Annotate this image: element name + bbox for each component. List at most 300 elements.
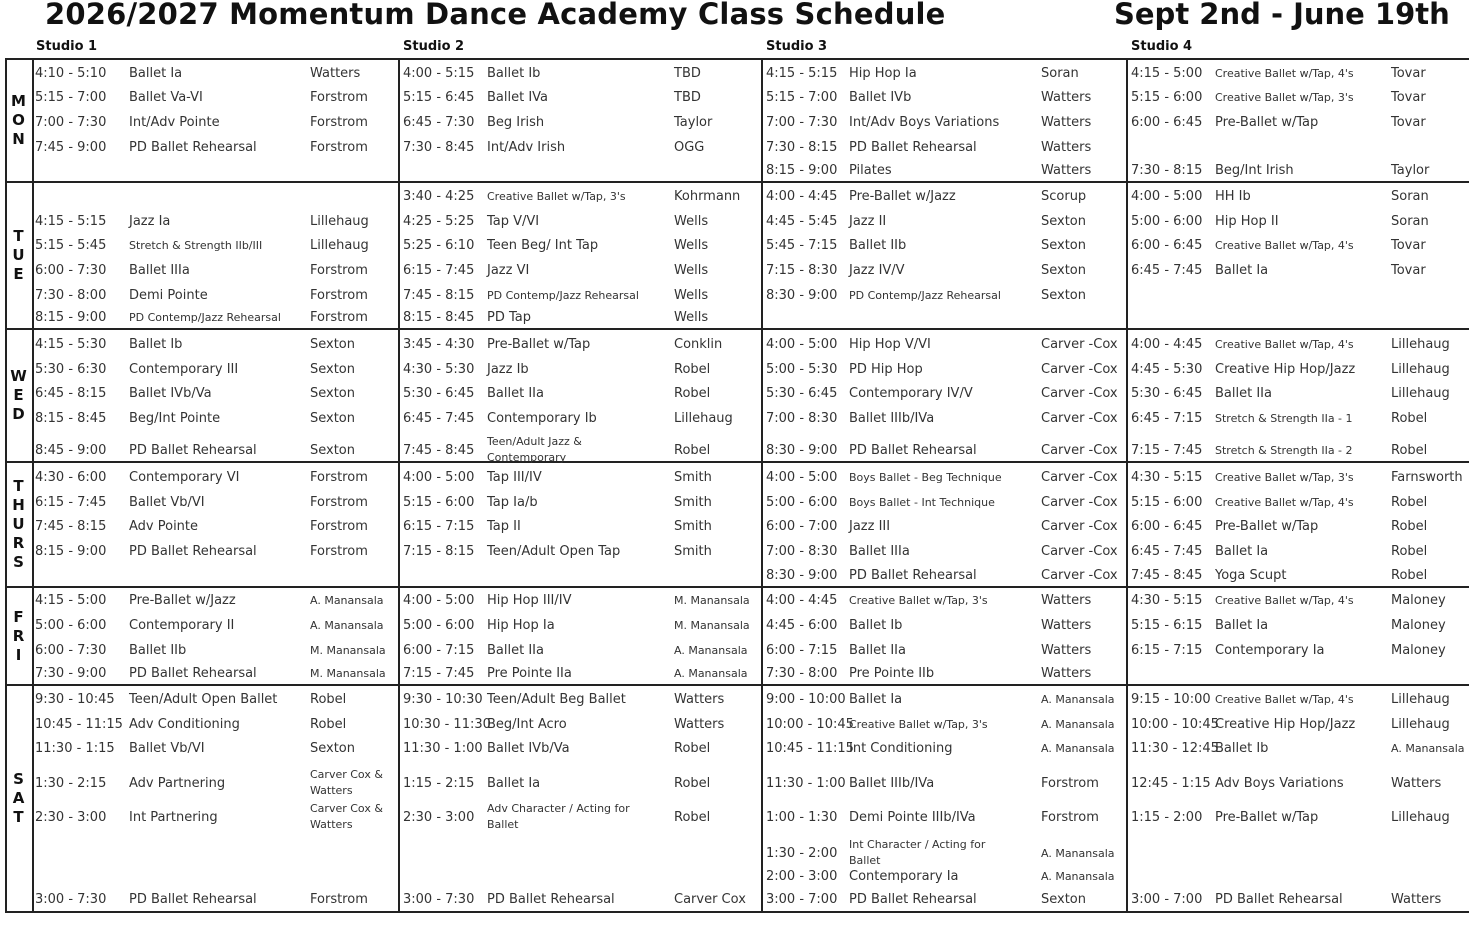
class-instructor: Forstrom [310, 90, 368, 105]
class-time: 4:15 - 5:30 [35, 337, 107, 352]
class-time: 9:30 - 10:45 [35, 692, 115, 707]
class-instructor: Watters [674, 717, 725, 732]
class-instructor: Lillehaug [1391, 337, 1450, 352]
class-instructor: M. Manansala [674, 594, 750, 607]
class-class: Creative Ballet w/Tap, 3's [849, 718, 988, 731]
class-class: Teen/Adult Beg Ballet [487, 692, 626, 707]
class-time: 4:45 - 6:00 [766, 618, 838, 633]
class-time: 1:00 - 1:30 [766, 810, 838, 825]
class-time: 7:45 - 8:45 [403, 443, 475, 458]
class-instructor: Taylor [1391, 163, 1430, 178]
class-time: 4:30 - 5:30 [403, 362, 475, 377]
class-instructor: Watters [1041, 643, 1092, 658]
class-time: 8:45 - 9:00 [35, 443, 107, 458]
class-instructor: Robel [674, 443, 711, 458]
class-instructor: Robel [1391, 568, 1428, 583]
class-time: 8:30 - 9:00 [766, 288, 838, 303]
date-range: Sept 2nd - June 19th [1114, 0, 1450, 31]
class-time: 6:45 - 8:15 [35, 386, 107, 401]
class-class: Ballet IIa [849, 643, 906, 658]
class-class: Adv Pointe [129, 519, 199, 534]
class-instructor: Sexton [310, 411, 356, 426]
class-class: PD Tap [487, 310, 531, 325]
class-time: 5:00 - 6:00 [403, 618, 475, 633]
day-divider [5, 586, 1469, 588]
class-instructor: Carver -Cox [1041, 568, 1118, 583]
class-class: Contemporary Ia [849, 869, 959, 884]
class-time: 5:15 - 6:15 [1131, 618, 1203, 633]
class-instructor: Forstrom [310, 544, 368, 559]
class-instructor: Smith [674, 519, 712, 534]
class-time: 5:00 - 6:00 [1131, 214, 1203, 229]
class-instructor: Soran [1391, 189, 1429, 204]
class-time: 4:00 - 5:00 [766, 337, 838, 352]
class-class: Beg/Int Pointe [129, 411, 221, 426]
class-class: Pre Pointe IIb [849, 666, 935, 681]
class-time: 5:15 - 7:00 [35, 90, 107, 105]
class-instructor: Robel [310, 717, 347, 732]
class-instructor: Smith [674, 470, 712, 485]
class-instructor: Watters [1041, 140, 1092, 155]
class-instructor: Forstrom [310, 310, 368, 325]
class-instructor: Watters [674, 692, 725, 707]
class-time: 4:15 - 5:00 [1131, 66, 1203, 81]
class-instructor: Maloney [1391, 618, 1446, 633]
class-instructor: M. Manansala [310, 644, 386, 657]
class-time: 8:15 - 9:00 [766, 163, 838, 178]
class-class: Adv Character / Acting for Ballet [487, 802, 630, 831]
class-instructor: Forstrom [310, 470, 368, 485]
class-class: Teen/Adult Open Ballet [129, 692, 278, 707]
class-instructor: Robel [674, 776, 711, 791]
class-class: Ballet Ia [849, 692, 903, 707]
class-instructor: Forstrom [310, 115, 368, 130]
class-time: 3:00 - 7:00 [1131, 892, 1203, 907]
class-instructor: Watters [1041, 115, 1092, 130]
class-time: 3:00 - 7:00 [766, 892, 838, 907]
class-instructor: TBD [674, 66, 701, 81]
class-class: Demi Pointe IIIb/IVa [849, 810, 976, 825]
class-time: 6:45 - 7:15 [1131, 411, 1203, 426]
class-class: PD Ballet Rehearsal [129, 892, 257, 907]
class-class: Ballet IIa [1215, 386, 1272, 401]
class-time: 10:45 - 11:15 [35, 717, 123, 732]
class-time: 6:00 - 7:30 [35, 643, 107, 658]
class-instructor: Lillehaug [1391, 386, 1450, 401]
class-instructor: Tovar [1391, 263, 1426, 278]
class-class: Ballet IIIb/IVa [849, 776, 935, 791]
class-instructor: Conklin [674, 337, 723, 352]
class-class: Creative Hip Hop/Jazz [1215, 717, 1356, 732]
day-label-sat: S A T [12, 770, 25, 826]
class-time: 5:30 - 6:45 [1131, 386, 1203, 401]
class-time: 5:15 - 6:00 [1131, 495, 1203, 510]
class-class: Contemporary IV/V [849, 386, 973, 401]
day-divider [5, 911, 1469, 913]
class-instructor: Wells [674, 263, 709, 278]
class-instructor: Tovar [1391, 90, 1426, 105]
class-class: Beg/Int Acro [487, 717, 567, 732]
column-divider [32, 58, 34, 912]
class-time: 4:00 - 5:00 [403, 470, 475, 485]
class-instructor: A. Manansala [1391, 742, 1465, 755]
class-instructor: Smith [674, 544, 712, 559]
class-class: Ballet Vb/VI [129, 495, 205, 510]
class-class: HH Ib [1215, 189, 1251, 204]
class-instructor: OGG [674, 140, 705, 155]
class-time: 12:45 - 1:15 [1131, 776, 1211, 791]
class-class: Jazz II [849, 214, 887, 229]
class-instructor: Scorup [1041, 189, 1087, 204]
class-class: Creative Ballet w/Tap, 4's [1215, 338, 1354, 351]
class-time: 7:30 - 8:00 [766, 666, 838, 681]
class-time: 5:00 - 6:00 [766, 495, 838, 510]
class-class: PD Contemp/Jazz Rehearsal [487, 289, 639, 302]
class-class: Hip Hop Ia [487, 618, 555, 633]
class-time: 5:15 - 6:00 [1131, 90, 1203, 105]
class-class: Stretch & Strength IIa - 1 [1215, 412, 1353, 425]
class-time: 3:00 - 7:30 [35, 892, 107, 907]
class-instructor: Sexton [310, 337, 356, 352]
class-instructor: Lillehaug [1391, 362, 1450, 377]
class-instructor: Tovar [1391, 238, 1426, 253]
class-instructor: Lillehaug [1391, 717, 1450, 732]
class-class: Ballet IIIa [129, 263, 190, 278]
day-divider [5, 461, 1469, 463]
class-class: Creative Hip Hop/Jazz [1215, 362, 1356, 377]
class-instructor: Lillehaug [674, 411, 733, 426]
class-time: 6:45 - 7:30 [403, 115, 475, 130]
class-class: PD Ballet Rehearsal [129, 140, 257, 155]
class-instructor: A. Manansala [310, 619, 384, 632]
class-class: Adv Conditioning [129, 717, 240, 732]
class-class: Int Conditioning [849, 741, 953, 756]
class-class: Ballet IIb [849, 238, 907, 253]
class-class: Ballet IVb/Va [487, 741, 570, 756]
class-class: Ballet IVb/Va [129, 386, 212, 401]
class-instructor: Carver -Cox [1041, 470, 1118, 485]
class-class: Jazz Ib [487, 362, 529, 377]
class-class: Yoga Scupt [1215, 568, 1287, 583]
class-time: 4:15 - 5:15 [766, 66, 838, 81]
class-class: PD Ballet Rehearsal [849, 140, 977, 155]
class-instructor: Sexton [1041, 263, 1087, 278]
class-time: 5:30 - 6:30 [35, 362, 107, 377]
class-time: 4:15 - 5:15 [35, 214, 107, 229]
class-time: 1:15 - 2:15 [403, 776, 475, 791]
class-instructor: Watters [1041, 666, 1092, 681]
class-instructor: Carver Cox [674, 892, 746, 907]
class-time: 2:30 - 3:00 [35, 810, 107, 825]
class-time: 7:45 - 8:15 [35, 519, 107, 534]
class-time: 9:30 - 10:30 [403, 692, 483, 707]
class-class: Creative Ballet w/Tap, 3's [1215, 91, 1354, 104]
class-time: 5:15 - 7:00 [766, 90, 838, 105]
class-instructor: Lillehaug [1391, 692, 1450, 707]
grid-top-line [5, 58, 1469, 60]
class-class: Ballet IIIa [849, 544, 910, 559]
class-instructor: A. Manansala [1041, 742, 1115, 755]
class-time: 6:00 - 7:00 [766, 519, 838, 534]
column-divider [761, 58, 763, 912]
column-divider [398, 58, 400, 912]
class-instructor: Robel [674, 386, 711, 401]
class-class: Ballet Ia [1215, 544, 1269, 559]
class-time: 8:15 - 8:45 [403, 310, 475, 325]
class-instructor: Maloney [1391, 593, 1446, 608]
class-time: 1:30 - 2:00 [766, 846, 838, 861]
class-time: 7:15 - 7:45 [403, 666, 475, 681]
day-label-fri: F R I [12, 607, 25, 664]
class-instructor: Tovar [1391, 115, 1426, 130]
class-instructor: Wells [674, 214, 709, 229]
class-instructor: A. Manansala [310, 594, 384, 607]
class-class: Contemporary VI [129, 470, 240, 485]
class-time: 7:00 - 8:30 [766, 411, 838, 426]
class-instructor: Smith [674, 495, 712, 510]
class-instructor: Sexton [1041, 238, 1087, 253]
class-instructor: Carver -Cox [1041, 519, 1118, 534]
class-class: Ballet Vb/VI [129, 741, 205, 756]
class-time: 6:45 - 7:45 [1131, 263, 1203, 278]
class-instructor: Sexton [310, 386, 356, 401]
class-time: 4:00 - 5:00 [1131, 189, 1203, 204]
class-class: Pre-Ballet w/Tap [1215, 810, 1319, 825]
class-class: PD Ballet Rehearsal [849, 443, 977, 458]
class-time: 6:45 - 7:45 [403, 411, 475, 426]
class-instructor: Lillehaug [310, 238, 369, 253]
class-time: 7:15 - 8:15 [403, 544, 475, 559]
class-instructor: Carver -Cox [1041, 386, 1118, 401]
class-instructor: Robel [1391, 495, 1428, 510]
class-class: Jazz Ia [129, 214, 171, 229]
class-time: 7:00 - 8:30 [766, 544, 838, 559]
class-instructor: A. Manansala [674, 667, 748, 680]
class-instructor: A. Manansala [1041, 870, 1115, 883]
class-instructor: Sexton [1041, 892, 1087, 907]
class-time: 10:45 - 11:15 [766, 741, 854, 756]
class-class: Creative Ballet w/Tap, 4's [1215, 239, 1354, 252]
class-instructor: Robel [674, 810, 711, 825]
class-class: Stretch & Strength IIa - 2 [1215, 444, 1353, 457]
class-class: Ballet Ib [1215, 741, 1269, 756]
class-class: PD Contemp/Jazz Rehearsal [129, 311, 281, 324]
class-time: 6:15 - 7:15 [403, 519, 475, 534]
class-time: 8:15 - 9:00 [35, 544, 107, 559]
class-class: Int/Adv Pointe [129, 115, 220, 130]
class-class: Ballet Va-VI [129, 90, 203, 105]
class-class: Tap Ia/b [487, 495, 538, 510]
class-time: 7:30 - 8:15 [766, 140, 838, 155]
class-time: 9:00 - 10:00 [766, 692, 846, 707]
class-instructor: Farnsworth [1391, 470, 1463, 485]
class-class: Ballet Ib [487, 66, 541, 81]
class-instructor: Tovar [1391, 66, 1426, 81]
class-instructor: Carver Cox & Watters [310, 802, 383, 831]
class-instructor: Forstrom [1041, 810, 1099, 825]
day-label-thurs: T H U R S [12, 477, 25, 571]
class-class: Demi Pointe [129, 288, 208, 303]
class-instructor: Forstrom [310, 288, 368, 303]
class-time: 10:00 - 10:45 [766, 717, 854, 732]
class-time: 3:00 - 7:30 [403, 892, 475, 907]
class-time: 6:00 - 6:45 [1131, 519, 1203, 534]
class-instructor: Robel [1391, 443, 1428, 458]
class-class: Creative Ballet w/Tap, 4's [1215, 496, 1354, 509]
class-time: 4:30 - 5:15 [1131, 470, 1203, 485]
class-instructor: Watters [1041, 163, 1092, 178]
class-instructor: Watters [1041, 618, 1092, 633]
class-class: Ballet Ia [1215, 263, 1269, 278]
day-label-wed: W E D [10, 367, 27, 423]
class-class: Ballet IIIb/IVa [849, 411, 935, 426]
class-class: Creative Ballet w/Tap, 4's [1215, 67, 1354, 80]
class-time: 2:30 - 3:00 [403, 810, 475, 825]
class-instructor: Forstrom [310, 519, 368, 534]
class-time: 7:30 - 8:00 [35, 288, 107, 303]
class-class: Contemporary Ia [1215, 643, 1325, 658]
class-time: 4:00 - 5:00 [403, 593, 475, 608]
class-time: 7:30 - 8:15 [1131, 163, 1203, 178]
class-time: 6:00 - 7:30 [35, 263, 107, 278]
class-time: 7:45 - 8:15 [403, 288, 475, 303]
studio-header-2: Studio 2 [403, 39, 465, 54]
class-class: Int/Adv Boys Variations [849, 115, 1000, 130]
class-instructor: M. Manansala [674, 619, 750, 632]
class-class: Ballet IVb [849, 90, 912, 105]
class-instructor: Forstrom [310, 892, 368, 907]
class-time: 10:30 - 11:30 [403, 717, 491, 732]
class-instructor: Forstrom [310, 140, 368, 155]
class-time: 6:00 - 6:45 [1131, 238, 1203, 253]
class-class: Int/Adv Irish [487, 140, 566, 155]
class-class: Pre-Ballet w/Tap [487, 337, 591, 352]
class-instructor: Carver -Cox [1041, 337, 1118, 352]
class-time: 4:00 - 4:45 [766, 189, 838, 204]
class-class: Boys Ballet - Beg Technique [849, 471, 1002, 484]
class-time: 4:10 - 5:10 [35, 66, 107, 81]
class-time: 7:45 - 8:45 [1131, 568, 1203, 583]
class-time: 4:15 - 5:00 [35, 593, 107, 608]
class-time: 6:00 - 7:15 [403, 643, 475, 658]
class-class: Pre-Ballet w/Tap [1215, 115, 1319, 130]
class-class: Teen Beg/ Int Tap [487, 238, 599, 253]
class-time: 8:15 - 9:00 [35, 310, 107, 325]
class-time: 7:15 - 7:45 [1131, 443, 1203, 458]
class-class: Creative Ballet w/Tap, 3's [487, 190, 626, 203]
class-class: Contemporary II [129, 618, 235, 633]
class-time: 5:00 - 5:30 [766, 362, 838, 377]
class-class: Pre Pointe IIa [487, 666, 572, 681]
class-instructor: Kohrmann [674, 189, 741, 204]
class-instructor: Carver -Cox [1041, 362, 1118, 377]
class-instructor: Maloney [1391, 643, 1446, 658]
class-instructor: Sexton [310, 362, 356, 377]
class-time: 11:30 - 1:15 [35, 741, 115, 756]
class-instructor: Wells [674, 238, 709, 253]
class-time: 11:30 - 12:45 [1131, 741, 1219, 756]
class-instructor: Watters [1391, 892, 1442, 907]
class-class: PD Contemp/Jazz Rehearsal [849, 289, 1001, 302]
class-instructor: Watters [1041, 593, 1092, 608]
class-time: 1:30 - 2:15 [35, 776, 107, 791]
class-class: Contemporary III [129, 362, 239, 377]
day-label-mon: M O N [11, 92, 26, 148]
class-class: PD Ballet Rehearsal [129, 544, 257, 559]
class-time: 11:30 - 1:00 [403, 741, 483, 756]
class-instructor: Robel [1391, 544, 1428, 559]
class-instructor: M. Manansala [310, 667, 386, 680]
class-instructor: Wells [674, 288, 709, 303]
class-time: 4:45 - 5:30 [1131, 362, 1203, 377]
class-class: Ballet IIb [129, 643, 187, 658]
class-class: PD Ballet Rehearsal [849, 892, 977, 907]
class-class: Creative Ballet w/Tap, 4's [1215, 594, 1354, 607]
class-instructor: Sexton [310, 443, 356, 458]
class-time: 5:15 - 6:00 [403, 495, 475, 510]
class-class: Adv Partnering [129, 776, 226, 791]
day-divider [5, 684, 1469, 686]
class-class: Beg Irish [487, 115, 545, 130]
class-class: Pre-Ballet w/Tap [1215, 519, 1319, 534]
class-time: 4:30 - 6:00 [35, 470, 107, 485]
class-instructor: Forstrom [310, 495, 368, 510]
class-class: Ballet IIa [487, 386, 544, 401]
class-time: 6:45 - 7:45 [1131, 544, 1203, 559]
class-class: Hip Hop II [1215, 214, 1279, 229]
class-class: PD Ballet Rehearsal [1215, 892, 1343, 907]
class-time: 6:15 - 7:45 [403, 263, 475, 278]
class-instructor: Robel [310, 692, 347, 707]
class-instructor: Sexton [310, 741, 356, 756]
class-instructor: TBD [674, 90, 701, 105]
class-class: Ballet IIa [487, 643, 544, 658]
class-instructor: Sexton [1041, 214, 1087, 229]
class-instructor: Robel [1391, 411, 1428, 426]
page-title: 2026/2027 Momentum Dance Academy Class Schedule [45, 0, 946, 31]
class-class: Ballet IVa [487, 90, 549, 105]
class-class: Ballet Ia [129, 66, 183, 81]
column-divider [1126, 58, 1128, 912]
class-class: Creative Ballet w/Tap, 3's [1215, 471, 1354, 484]
class-class: Hip Hop Ia [849, 66, 917, 81]
class-time: 1:15 - 2:00 [1131, 810, 1203, 825]
class-time: 9:15 - 10:00 [1131, 692, 1211, 707]
day-divider [5, 328, 1469, 330]
class-instructor: Carver -Cox [1041, 544, 1118, 559]
class-class: Jazz III [849, 519, 891, 534]
class-time: 7:45 - 9:00 [35, 140, 107, 155]
class-time: 8:30 - 9:00 [766, 443, 838, 458]
class-instructor: Soran [1391, 214, 1429, 229]
class-time: 5:30 - 6:45 [766, 386, 838, 401]
class-instructor: Taylor [674, 115, 713, 130]
class-class: Stretch & Strength IIb/III [129, 239, 263, 252]
class-time: 4:00 - 4:45 [766, 593, 838, 608]
day-divider [5, 181, 1469, 183]
class-class: PD Hip Hop [849, 362, 923, 377]
studio-header-4: Studio 4 [1131, 39, 1193, 54]
class-instructor: A. Manansala [1041, 718, 1115, 731]
class-class: Teen/Adult Jazz & Contemporary [487, 435, 582, 464]
class-time: 7:00 - 7:30 [766, 115, 838, 130]
class-class: Hip Hop V/VI [849, 337, 931, 352]
class-class: Tap III/IV [487, 470, 542, 485]
class-class: PD Ballet Rehearsal [849, 568, 977, 583]
class-class: Pre-Ballet w/Jazz [849, 189, 956, 204]
class-class: Ballet Ib [129, 337, 183, 352]
class-class: Tap V/VI [487, 214, 540, 229]
